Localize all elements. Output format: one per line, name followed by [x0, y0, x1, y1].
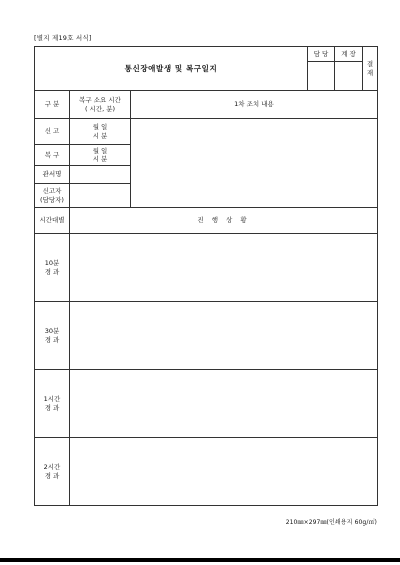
timeline-30min-line1: 30분 [44, 327, 60, 336]
report-datetime-field[interactable] [70, 119, 131, 145]
timeline-label-2hour [35, 438, 70, 506]
office-label-cell [35, 166, 70, 184]
approval-side-label: 결 재 [366, 60, 374, 77]
progress-status-label: 진 행 상 황 [197, 216, 250, 225]
approval-side-cell [363, 47, 378, 91]
timeline-1hour-line1: 1시간 [43, 395, 61, 404]
approval-chief-header [335, 47, 363, 62]
report-time-unit: 시 분 [92, 131, 108, 140]
division-label: 구 분 [44, 100, 60, 109]
first-action-header [131, 91, 378, 119]
division-header [35, 91, 70, 119]
time-period-label: 시간대별 [39, 216, 65, 225]
timeline-content-1hour[interactable] [70, 370, 378, 438]
timeline-label-30min [35, 302, 70, 370]
approval-chief-label: 계 장 [341, 49, 356, 58]
recovery-day-unit: 월 일 [92, 146, 108, 155]
first-action-label: 1차 조치 내용 [234, 100, 274, 109]
reporter-sub-label: (담당자) [40, 195, 64, 204]
report-day-unit: 월 일 [92, 123, 108, 132]
bottom-border-bar [0, 558, 400, 562]
paper-size-note: 210㎜×297㎜(인쇄용지 60g/㎡) [285, 519, 377, 526]
reporter-field[interactable] [70, 184, 131, 208]
form-title: 통신장애발생 및 복구일지 [124, 63, 218, 73]
office-label: 관서명 [42, 170, 62, 179]
reporter-label: 신고자 [42, 187, 62, 196]
form-title-cell [35, 47, 308, 91]
first-action-content[interactable] [131, 119, 378, 208]
report-label: 신 고 [44, 127, 60, 136]
recovery-datetime-field[interactable] [70, 145, 131, 166]
recovery-time-units: ( 시간, 분) [84, 104, 116, 113]
timeline-30min-line2: 경 과 [44, 335, 60, 344]
recovery-time-header [70, 91, 131, 119]
recovery-time-label: 복구 소요 시간 [79, 96, 121, 105]
timeline-10min-line1: 10분 [44, 259, 60, 268]
recovery-label: 복 구 [44, 150, 60, 159]
reporter-label-cell [35, 184, 70, 208]
form-number-label: [별지 제19호 서식] [34, 34, 92, 42]
timeline-content-2hour[interactable] [70, 438, 378, 506]
timeline-label-1hour [35, 370, 70, 438]
timeline-2hour-line1: 2시간 [43, 463, 61, 472]
incident-log-form [34, 46, 378, 506]
approval-staff-sign-box[interactable] [308, 62, 335, 91]
timeline-content-30min[interactable] [70, 302, 378, 370]
timeline-10min-line2: 경 과 [44, 267, 60, 276]
progress-status-header [70, 208, 378, 234]
office-field[interactable] [70, 166, 131, 184]
approval-staff-header [308, 47, 335, 62]
timeline-content-10min[interactable] [70, 234, 378, 302]
recovery-label-cell [35, 145, 70, 166]
recovery-time-unit: 시 분 [92, 155, 108, 163]
approval-staff-label: 담 당 [313, 49, 329, 58]
approval-chief-sign-box[interactable] [335, 62, 363, 91]
timeline-2hour-line2: 경 과 [44, 471, 60, 480]
report-label-cell [35, 119, 70, 145]
timeline-1hour-line2: 경 과 [44, 403, 60, 412]
timeline-label-10min [35, 234, 70, 302]
time-period-header [35, 208, 70, 234]
